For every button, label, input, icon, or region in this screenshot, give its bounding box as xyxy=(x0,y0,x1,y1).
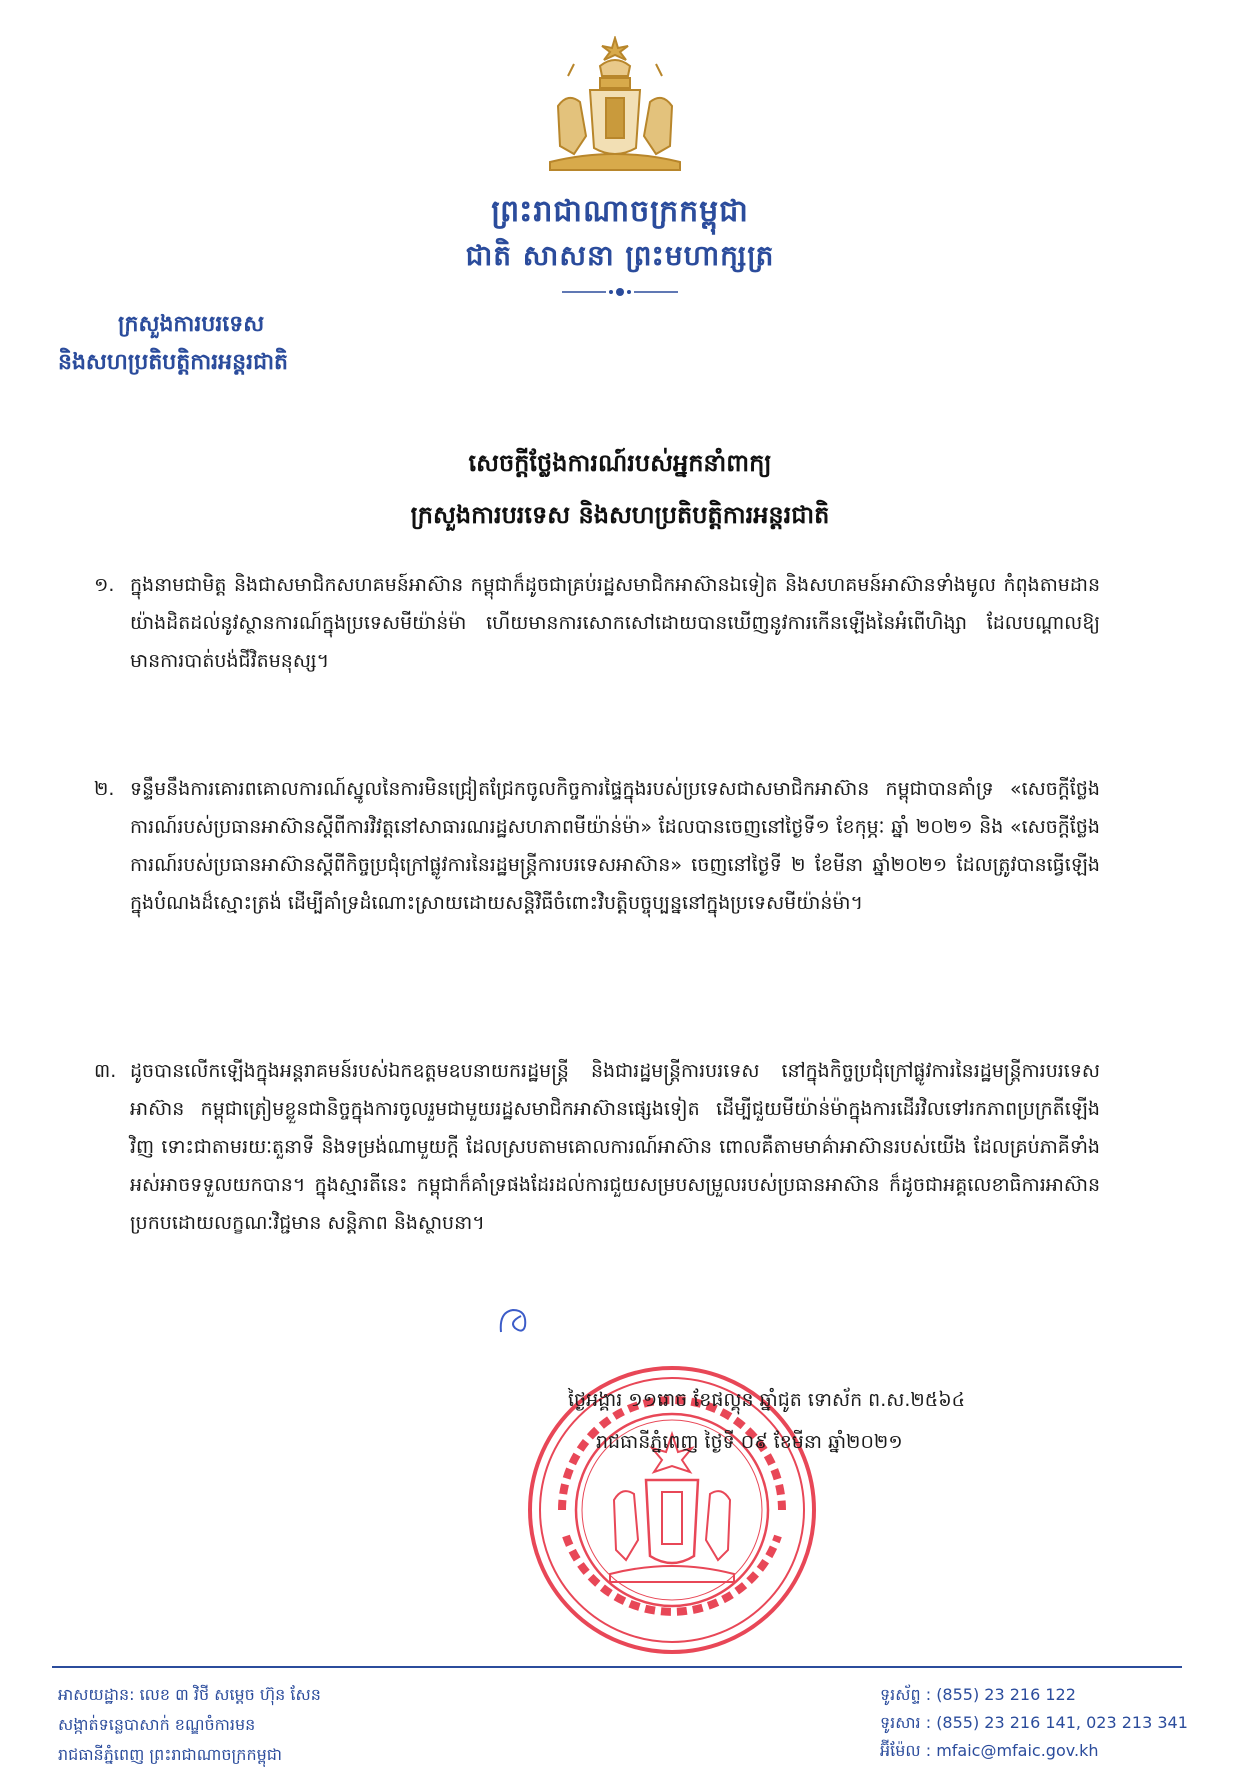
paragraph-number: ២. xyxy=(94,778,115,800)
handwritten-initial-icon xyxy=(497,1306,531,1336)
paragraph-2 xyxy=(94,770,1100,922)
ministry-name-line1: ក្រសួងការបរទេស xyxy=(118,312,265,337)
paragraph-number: ១. xyxy=(94,574,115,596)
date-lunar: ថ្ងៃអង្គារ ១១រោច ខែផល្គុន ឆ្នាំជូត ទោស័ក ព.ស.២៥៦៤ xyxy=(568,1389,966,1411)
kingdom-title: ព្រះរាជាណាចក្រកម្ពុជា xyxy=(491,194,749,229)
ornament-divider-icon xyxy=(560,284,680,300)
statement-subtitle: ក្រសួងការបរទេស និងសហប្រតិបត្តិការអន្តរជាតិ xyxy=(410,501,830,529)
ministry-name-line2: និងសហប្រតិបត្តិការអន្តរជាតិ xyxy=(58,350,288,375)
date-solar: រាជធានីភ្នំពេញ ថ្ងៃទី ០៩ ខែមីនា ឆ្នាំ២០២១ xyxy=(596,1431,903,1453)
footer-fax: ទូរសារ : (855) 23 216 141, 023 213 341 xyxy=(880,1713,1188,1732)
statement-title: សេចក្តីថ្លែងការណ៍របស់អ្នកនាំពាក្យ xyxy=(468,449,772,477)
paragraph-text: ដូចបានលើកឡើងក្នុងអន្តរាគមន៍របស់ឯកឧត្តមឧបនាយករដ្ឋមន្ត្រី និងជារដ្ឋមន្ត្រីការបរទេស នៅក្នុងកិច្ចប្រជុំក្រៅផ្លូវការនៃរដ្ឋមន្ត្រីការបរទេសអាស៊ាន កម្ពុជាត្រៀមខ្លួនជានិច្ចក្នុងការចូលរួមជាមួយរដ្ឋសមាជិកអាស៊ានផ្សេងទៀត ដើម្បីជួយមីយ៉ាន់ម៉ាក្នុងការដើរវិលទៅរកភាពប្រក្រតីឡើងវិញ ទោះជាតាមរយៈតួនាទី និងទម្រង់ណាមួយក្តី ដែលស្របតាមគោលការណ៍អាស៊ាន ពោលគឺតាមមាគ៌ាអាស៊ានរបស់យើង ដែលគ្រប់ភាគីទាំងអស់អាចទទួលយកបាន។ ក្នុងស្មារតីនេះ កម្ពុជាក៏គាំទ្រផងដែរដល់ការជួយសម្របសម្រួលរបស់ប្រធានអាស៊ាន ក៏ដូចជាអគ្គលេខាធិការអាស៊ាន ប្រកបដោយលក្ខណៈវិជ្ជមាន សន្តិភាព និងស្ថាបនា។ xyxy=(130,1060,1100,1234)
footer-email[interactable]: អ៊ីម៉ែល : mfaic@mfaic.gov.kh xyxy=(880,1741,1099,1760)
footer-address-line3: រាជធានីភ្នំពេញ ព្រះរាជាណាចក្រកម្ពុជា xyxy=(58,1745,282,1764)
paragraph-text: ក្នុងនាមជាមិត្ត និងជាសមាជិកសហគមន៍អាស៊ាន កម្ពុជាក៏ដូចជាគ្រប់រដ្ឋសមាជិកអាស៊ានឯទៀត និងសហគមន៍អាស៊ានទាំងមូល កំពុងតាមដានយ៉ាងដិតដល់នូវស្ថានការណ៍ក្នុងប្រទេសមីយ៉ាន់ម៉ា ហើយមានការសោកសៅដោយបានឃើញនូវការកើនឡើងនៃអំពើហិង្សា ដែលបណ្តាលឱ្យមានការបាត់បង់ជីវិតមនុស្ស។ xyxy=(130,574,1100,672)
paragraph-number: ៣. xyxy=(94,1060,117,1082)
footer-address-line1: អាសយដ្ឋាន: លេខ ៣ វិថី សម្តេច ហ៊ុន សែន xyxy=(58,1685,321,1704)
royal-emblem-icon xyxy=(540,36,690,176)
paragraph-1 xyxy=(94,566,1100,680)
paragraph-3 xyxy=(94,1052,1100,1242)
footer-phone: ទូរស័ព្ទ : (855) 23 216 122 xyxy=(880,1685,1076,1704)
footer-divider xyxy=(52,1666,1182,1668)
paragraph-text: ទន្ទឹមនឹងការគោរពគោលការណ៍ស្នូលនៃការមិនជ្រៀតជ្រែកចូលកិច្ចការផ្ទៃក្នុងរបស់ប្រទេសជាសមាជិកអាស៊ាន កម្ពុជាបានគាំទ្រ «សេចក្តីថ្លែងការណ៍របស់ប្រធានអាស៊ានស្តីពីការវិវត្តនៅសាធារណរដ្ឋសហភាពមីយ៉ាន់ម៉ា» ដែលបានចេញនៅថ្ងៃទី១ ខែកុម្ភៈ ឆ្នាំ ២០២១ និង «សេចក្តីថ្លែងការណ៍របស់ប្រធានអាស៊ានស្តីពីកិច្ចប្រជុំក្រៅផ្លូវការនៃរដ្ឋមន្ត្រីការបរទេសអាស៊ាន» ចេញនៅថ្ងៃទី ២ ខែមីនា ឆ្នាំ២០២១ ដែលត្រូវបានធ្វើឡើងក្នុងបំណងដ៏ស្មោះត្រង់ ដើម្បីគាំទ្រដំណោះស្រាយដោយសន្តិវិធីចំពោះវិបត្តិបច្ចុប្បន្ននៅក្នុងប្រទេសមីយ៉ាន់ម៉ា។ xyxy=(130,778,1100,914)
national-motto: ជាតិ សាសនា ព្រះមហាក្សត្រ xyxy=(465,239,775,272)
footer-address-line2: សង្កាត់ទន្លេបាសាក់ ខណ្ឌចំការមន xyxy=(58,1715,256,1734)
